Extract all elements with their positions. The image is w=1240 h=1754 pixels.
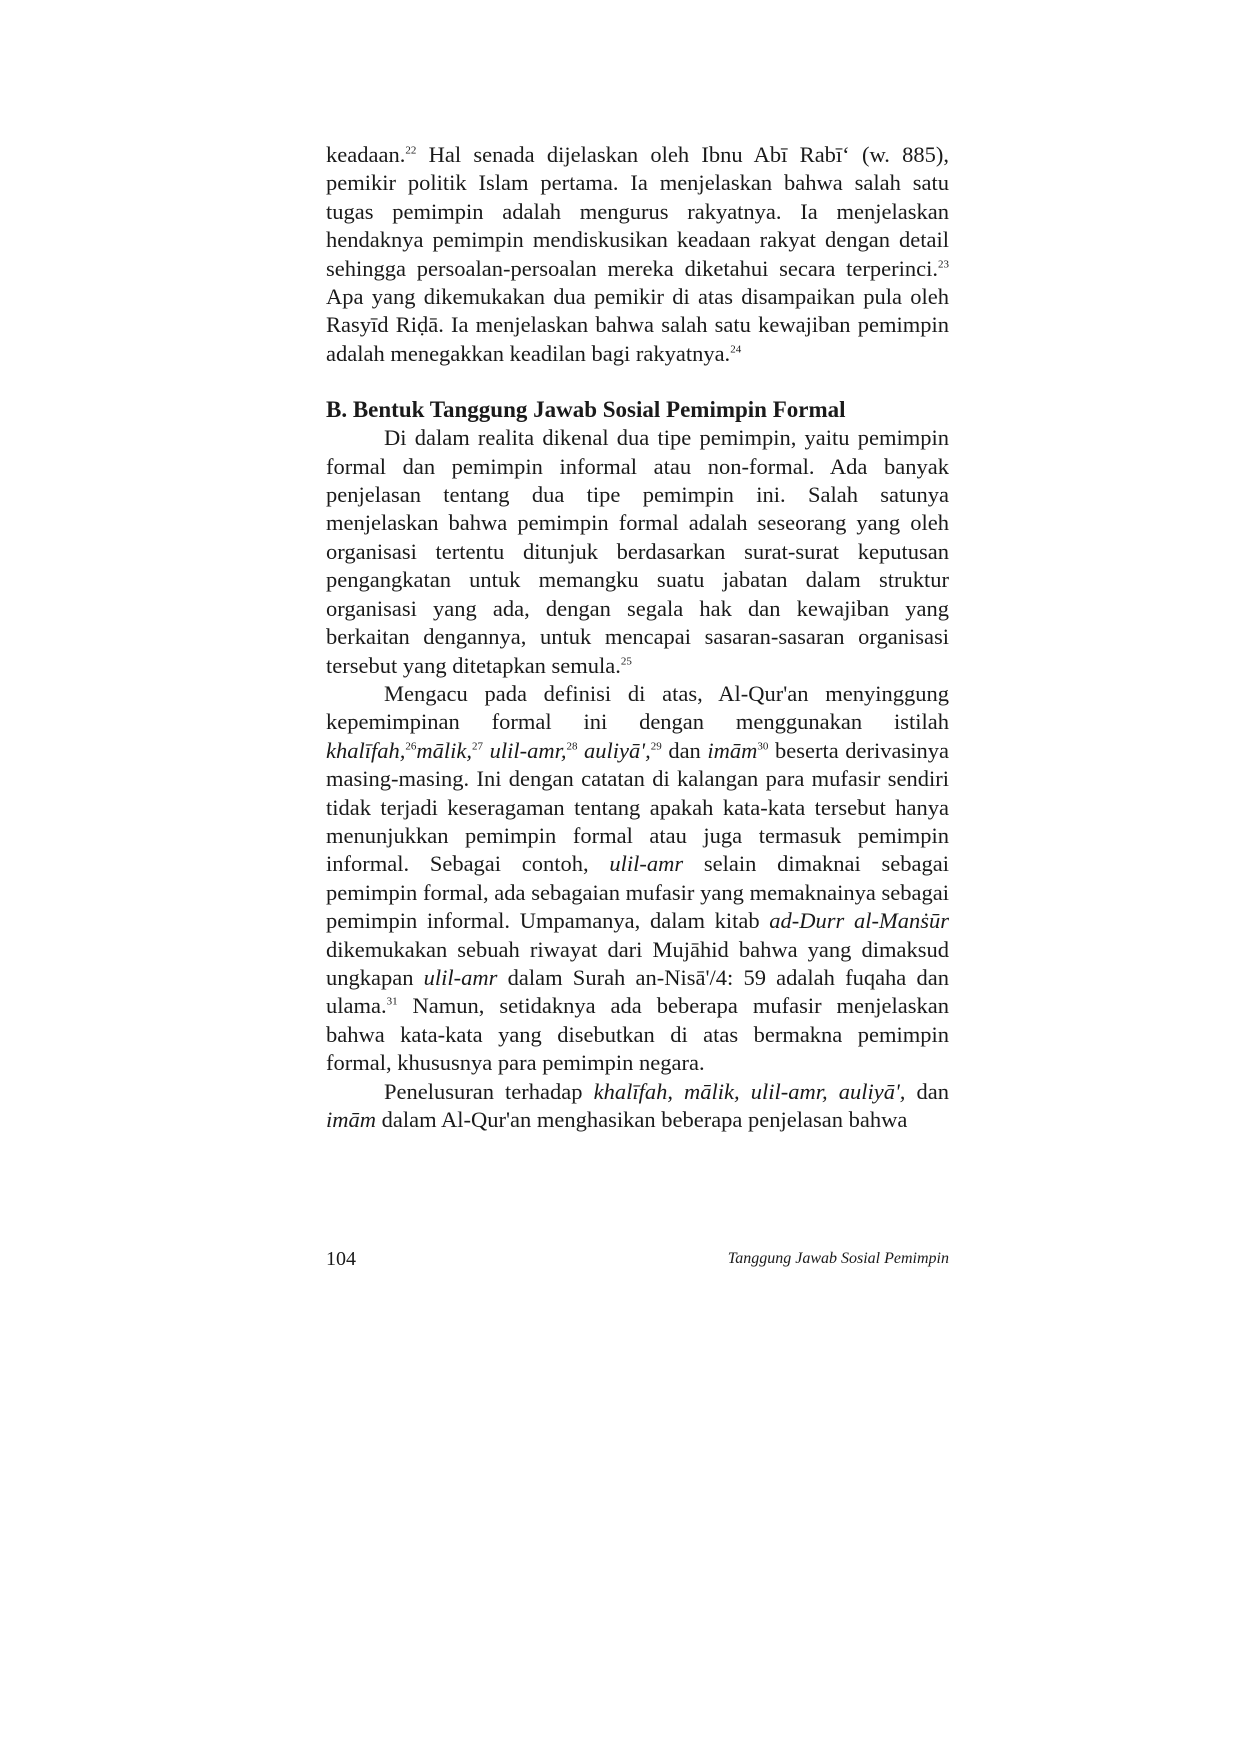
text-run: beserta derivasinya masing-masing. Ini dengan catatan di kalangan para mufasir sendiri tidak terjadi keseragaman tentang apakah kata-kata tersebut hanya menunjukkan pemimpin formal atau juga termasuk pemimpin informal. Sebagai contoh, bbox=[326, 737, 949, 877]
footnote-ref-30: 30 bbox=[757, 740, 769, 753]
page-number: 104 bbox=[326, 1248, 356, 1270]
italic-term: ad-Durr al-Manṡūr bbox=[769, 908, 949, 934]
italic-term: khalīfah, mālik, ulil-amr, auliyā', bbox=[593, 1078, 906, 1104]
italic-term: ulil-amr bbox=[609, 851, 684, 877]
text-run: Apa yang dikemukakan dua pemikir di atas disampaikan pula oleh Rasyīd Riḍā. Ia menjelaskan bahwa salah satu kewajiban pemimpin adalah menegakkan keadilan bagi rakyatnya. bbox=[326, 284, 949, 366]
footnote-ref-26: 26 bbox=[405, 740, 417, 753]
page-body bbox=[326, 141, 949, 1134]
text-run: Namun, setidaknya ada beberapa mufasir menjelaskan bahwa kata-kata yang disebutkan di atas bermakna pemimpin formal, khususnya para pemimpin negara. bbox=[326, 993, 949, 1076]
text-run: Hal senada dijelaskan oleh Ibnu Abī Rabī‘ (w. 885), pemikir politik Islam pertama. Ia menjelaskan bahwa salah satu tugas pemimpin adalah mengurus rakyatnya. Ia menjelaskan hendaknya pemimpin mendiskusikan keadaan rakyat dengan detail sehingga persoalan-persoalan mereka diketahui secara terperinci. bbox=[326, 142, 949, 281]
footnote-ref-31: 31 bbox=[386, 995, 398, 1008]
italic-term: imām bbox=[326, 1107, 376, 1132]
text-run: Mengacu pada definisi di atas, Al-Qur'an menyinggung kepemimpinan formal ini dengan menggunakan istilah bbox=[326, 680, 949, 735]
text-run: Penelusuran terhadap bbox=[384, 1078, 594, 1104]
paragraph-1 bbox=[326, 141, 949, 368]
text-run: keadaan. bbox=[326, 142, 406, 167]
italic-term: khalīfah, bbox=[326, 737, 406, 763]
footnote-ref-24: 24 bbox=[730, 343, 742, 356]
italic-term: auliyā', bbox=[577, 737, 651, 763]
paragraph-3 bbox=[326, 680, 949, 1078]
paragraph-4 bbox=[326, 1078, 949, 1135]
text-run: dan bbox=[905, 1078, 949, 1104]
footnote-ref-22: 22 bbox=[405, 144, 417, 157]
footnote-ref-29: 29 bbox=[650, 740, 662, 753]
italic-term: ulil-amr, bbox=[483, 737, 567, 763]
footnote-ref-28: 28 bbox=[566, 740, 578, 753]
footnote-ref-23: 23 bbox=[938, 258, 949, 271]
italic-term: ulil-amr bbox=[423, 964, 498, 990]
footnote-ref-25: 25 bbox=[620, 655, 632, 667]
running-title: Tanggung Jawab Sosial Pemimpin bbox=[727, 1250, 949, 1267]
section-heading: B. Bentuk Tanggung Jawab Sosial Pemimpin Formal bbox=[326, 397, 846, 423]
paragraph-2 bbox=[326, 424, 949, 680]
text-run: dan bbox=[661, 737, 708, 763]
italic-term: imām bbox=[707, 737, 758, 763]
text-run: dalam Al-Qur'an menghasikan beberapa penjelasan bahwa bbox=[376, 1107, 908, 1132]
page-footer bbox=[326, 1248, 949, 1276]
text-run: dikemukakan sebuah riwayat dari Mujāhid bahwa yang dimaksud ungkapan bbox=[326, 936, 949, 990]
text-run: dalam Surah an-Nisā'/4: 59 adalah fuqaha dan ulama. bbox=[326, 964, 949, 1019]
italic-term: mālik, bbox=[416, 737, 472, 763]
text-run: Di dalam realita dikenal dua tipe pemimpin, yaitu pemimpin formal dan pemimpin informal atau non-formal. Ada banyak penjelasan tentang dua tipe pemimpin ini. Salah satunya menjelaskan bahwa pemimpin formal adalah seseorang yang oleh organisasi tertentu ditunjuk berdasarkan surat-surat keputusan pengangkatan untuk memangku suatu jabatan dalam struktur organisasi yang ada, dengan segala hak dan kewajiban yang berkaitan dengannya, untuk mencapai sasaran-sasaran organisasi tersebut yang ditetapkan semula. bbox=[326, 425, 949, 678]
text-run: selain dimaknai sebagai pemimpin formal, ada sebagaian mufasir yang memaknainya sebagai pemimpin informal. Umpamanya, dalam kitab bbox=[326, 851, 949, 934]
footnote-ref-27: 27 bbox=[472, 740, 483, 753]
